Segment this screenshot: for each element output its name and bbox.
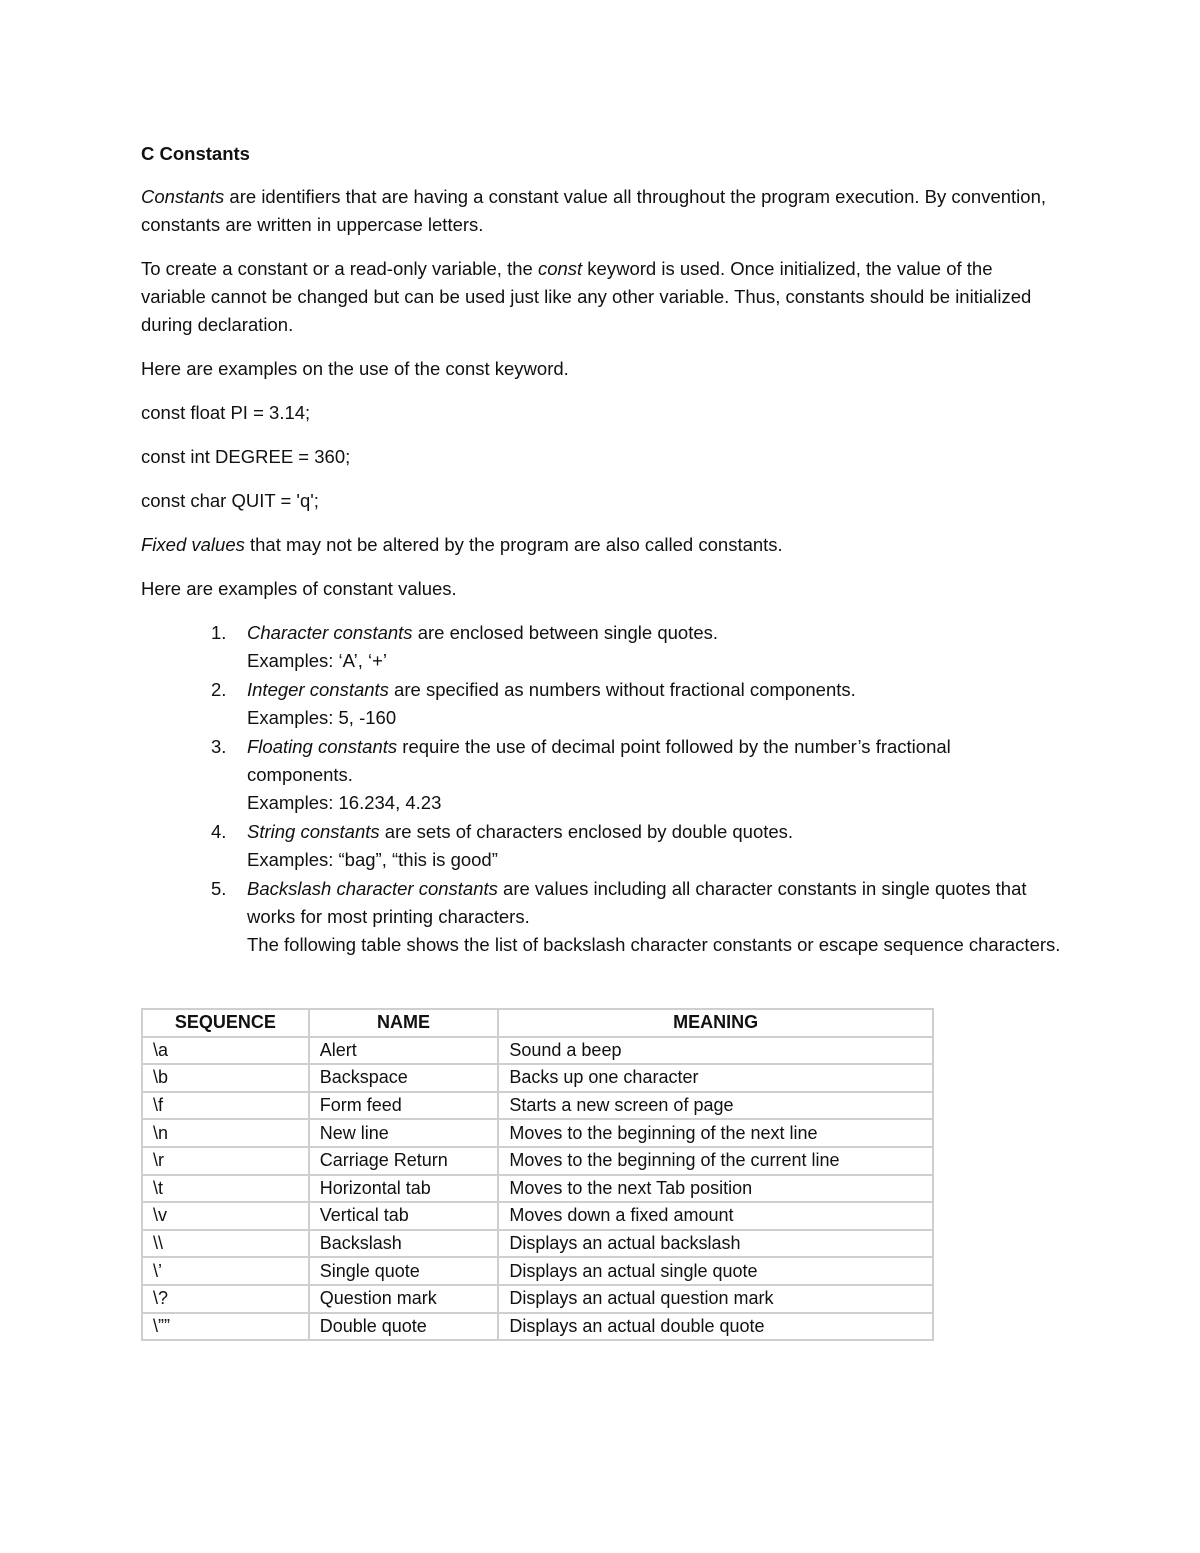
cell-meaning: Displays an actual double quote <box>498 1313 933 1341</box>
cell-meaning: Displays an actual backslash <box>498 1230 933 1258</box>
table-header-row <box>142 1009 933 1037</box>
cell-name: Question mark <box>309 1285 499 1313</box>
cell-meaning: Moves to the beginning of the next line <box>498 1119 933 1147</box>
code-example: const int DEGREE = 360; <box>141 446 351 467</box>
table-row <box>142 1257 933 1285</box>
table-row <box>142 1064 933 1092</box>
cell-name: Form feed <box>309 1092 499 1120</box>
cell-name: Carriage Return <box>309 1147 499 1175</box>
cell-name: Backspace <box>309 1064 499 1092</box>
cell-meaning: Moves to the beginning of the current line <box>498 1147 933 1175</box>
cell-name: Backslash <box>309 1230 499 1258</box>
header-name: NAME <box>309 1009 499 1037</box>
list-item: 5. Backslash character constants are values including all character constants in single quotes that works for most printing characters. The following table shows the list of backslash character constants or escape sequence characters. <box>211 877 1061 956</box>
escape-sequence-table <box>141 1008 934 1341</box>
table-row <box>142 1313 933 1341</box>
cell-name: New line <box>309 1119 499 1147</box>
examples-intro: Here are examples on the use of the const keyword. <box>141 358 569 379</box>
cell-sequence: \a <box>142 1037 309 1065</box>
table-row <box>142 1147 933 1175</box>
cell-meaning: Displays an actual question mark <box>498 1285 933 1313</box>
cell-sequence: \? <box>142 1285 309 1313</box>
term-constants: Constants <box>141 186 225 207</box>
table-row <box>142 1285 933 1313</box>
cell-sequence: \t <box>142 1175 309 1203</box>
document-body <box>141 140 1061 978</box>
cell-sequence: \’ <box>142 1257 309 1285</box>
const-paragraph: To create a constant or a read-only variable, the const keyword is used. Once initialized, the value of the variable cannot be changed but can be used just like any other variable. Thus, constants should be initialized during declaration. <box>141 258 1032 335</box>
page-title: C Constants <box>141 143 250 164</box>
constant-values-intro: Here are examples of constant values. <box>141 578 457 599</box>
cell-name: Vertical tab <box>309 1202 499 1230</box>
cell-meaning: Displays an actual single quote <box>498 1257 933 1285</box>
cell-name: Alert <box>309 1037 499 1065</box>
list-item: 4. String constants are sets of characters enclosed by double quotes. Examples: “bag”, “this is good” <box>211 820 794 871</box>
table-row <box>142 1202 933 1230</box>
cell-sequence: \\ <box>142 1230 309 1258</box>
cell-meaning: Moves down a fixed amount <box>498 1202 933 1230</box>
list-item: 1. Character constants are enclosed between single quotes. Examples: ‘A’, ‘+’ <box>211 622 719 672</box>
cell-sequence: \b <box>142 1064 309 1092</box>
constant-types-list <box>141 619 1061 960</box>
cell-meaning: Moves to the next Tab position <box>498 1175 933 1203</box>
cell-sequence: \f <box>142 1092 309 1120</box>
header-sequence: SEQUENCE <box>142 1009 309 1037</box>
fixed-values-paragraph: Fixed values that may not be altered by the program are also called constants. <box>141 534 783 555</box>
header-meaning: MEANING <box>498 1009 933 1037</box>
table-row <box>142 1037 933 1065</box>
code-example: const char QUIT = 'q'; <box>141 490 319 511</box>
cell-meaning: Sound a beep <box>498 1037 933 1065</box>
keyword-const: const <box>537 258 583 279</box>
cell-name: Horizontal tab <box>309 1175 499 1203</box>
cell-sequence: \v <box>142 1202 309 1230</box>
list-item: 3. Floating constants require the use of decimal point followed by the number’s fractional components. Examples: 16.234, 4.23 <box>211 735 951 814</box>
cell-name: Single quote <box>309 1257 499 1285</box>
cell-meaning: Starts a new screen of page <box>498 1092 933 1120</box>
cell-sequence: \r <box>142 1147 309 1175</box>
code-example: const float PI = 3.14; <box>141 402 311 423</box>
cell-meaning: Backs up one character <box>498 1064 933 1092</box>
cell-sequence: \n <box>142 1119 309 1147</box>
table-row <box>142 1092 933 1120</box>
table-row <box>142 1230 933 1258</box>
list-item: 2. Integer constants are specified as numbers without fractional components. Examples: 5, -160 <box>211 678 856 729</box>
intro-paragraph: Constants are identifiers that are having a constant value all throughout the program execution. By convention, constants are written in uppercase letters. <box>141 186 1046 235</box>
table-row <box>142 1175 933 1203</box>
table-row <box>142 1119 933 1147</box>
cell-name: Double quote <box>309 1313 499 1341</box>
cell-sequence: \”” <box>142 1313 309 1341</box>
term-fixed-values: Fixed values <box>141 534 245 555</box>
